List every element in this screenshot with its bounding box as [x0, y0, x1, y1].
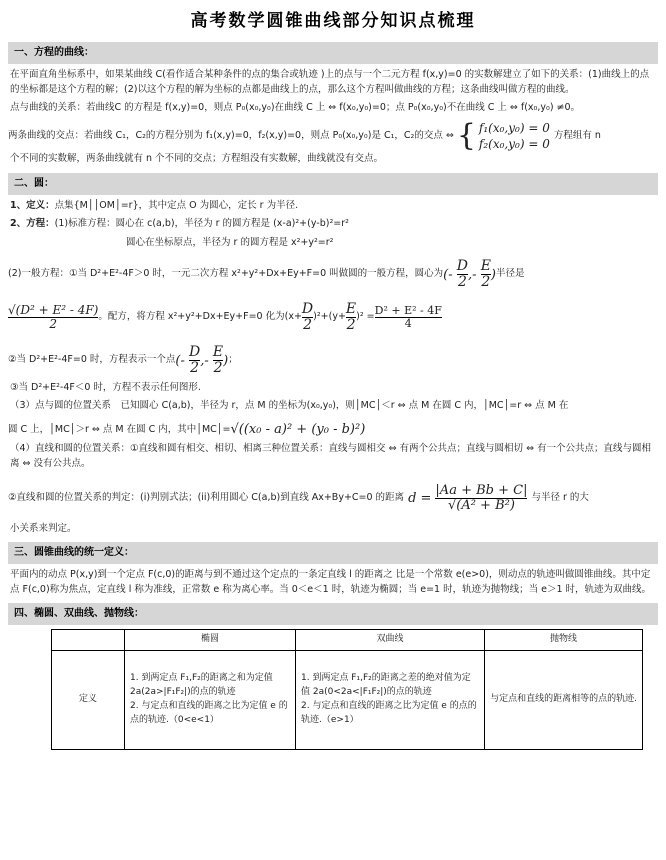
cell-hyperbola-definition: 1. 到两定点 F₁,F₂的距离之差的绝对值为定值 2a(0<2a<|F₁F₂|)的点的轨迹 2. 与定点和直线的距离之比为定值 e 的点的轨迹.（e>1） — [296, 650, 485, 749]
distance-symbol: d = — [408, 490, 432, 506]
table-header-parabola: 抛物线 — [485, 629, 643, 650]
paragraph-curve-definition: 在平面直角坐标系中，如果某曲线 C(看作适合某种条件的点的集合或轨迹 )上的点与一个二元方程 f(x,y)=0 的实数解建立了如下的关系：(1)曲线上的点的坐标都是这个方程的解；(2)以这个方程的解为坐标的点都是曲线上的点，那么这个方程叫做曲线的方程；这条曲线叫做方程的曲线。 — [10, 68, 650, 95]
cell-ellipse-definition: 1. 到两定点 F₁,F₂的距离之和为定值 2a(2a>|F₁F₂|)的点的轨迹 2. 与定点和直线的距离之比为定值 e 的点的轨迹.（0<e<1） — [125, 650, 296, 749]
radius-formula: $\frac{\text{√(D² + E² - 4F)}}{2}$ — [8, 303, 99, 332]
intersection-text-tail: 方程组有 n — [553, 129, 601, 141]
distance-fraction: $\frac{|Aa + Bb + C|}{\text{√(A² + B²)}}$ — [435, 482, 528, 514]
intersection-text: 两条曲线的交点：若曲线 C₁，C₂的方程分别为 f₁(x,y)=0，f₂(x,y)=0，则点 P₀(x₀,y₀)是 C₁，C₂的交点 ⇔ — [8, 129, 454, 141]
radius-rhs: )² = — [356, 311, 375, 323]
unified-definition: 平面内的动点 P(x,y)到一个定点 F(c,0)的距离与到不通过这个定点的一条定直线 l 的距离之 比是一个常数 e(e>0)，则动点的轨迹叫做圆锥曲线。其中定点 F(c,0)称为焦点，定直线 l 称为准线，正常数 e 称为离心率。当 0＜e＜1 时，轨迹为椭圆；当 e=1 时，轨迹为抛物线；当 e＞1 时，轨迹为双曲线。 — [10, 568, 652, 595]
judge-tail-line: 小关系来判定。 — [10, 522, 77, 534]
table-row — [52, 650, 643, 749]
general-equation-row — [8, 255, 658, 295]
conics-table — [51, 629, 643, 750]
judge-row — [8, 476, 658, 522]
general-eq-tail: 半径是 — [496, 268, 525, 280]
intersection-row — [8, 120, 658, 152]
general-eq-text: (2)一般方程：①当 D²+E²-4F＞0 时，一元二次方程 x²+y²+Dx+Ey+F=0 叫做圆的一般方程，圆心为 — [8, 268, 444, 280]
case-2-text: ②当 D²+E²-4F=0 时，方程表示一个点 — [8, 354, 176, 366]
table-header-empty — [52, 629, 125, 650]
paragraph-intersection-cont: 个不同的实数解，两条曲线就有 n 个不同的交点；方程组没有实数解，曲线就没有交点。 — [10, 153, 384, 165]
case-2-tail: ； — [228, 354, 238, 366]
section-heading-unified: 三、圆锥曲线的统一定义： — [8, 542, 658, 564]
system-eq-1: f₁(x₀,y₀) = 0 — [478, 121, 550, 135]
distance-formula: √((x₀ - a)² + (y₀ - b)²) — [230, 422, 366, 438]
radius-row: $\frac{\text{√(D² + E² - 4F)}}{2}$ 。配方，将方程 x²+y²+Dx+Ey+F=0 化为(x+ $\frac{D}{2}$ )²+(y+ $\frac{E}{2}$ )² = $\frac{\text{D² + E² - 4F}}{4}$ — [8, 300, 442, 334]
system-eq-2: f₂(x₀,y₀) = 0 — [478, 137, 550, 152]
page-title: 高考数学圆锥曲线部分知识点梳理 — [190, 11, 476, 31]
judge-text: ②直线和圆的位置关系的判定：(i)判别式法；(ii)利用圆心 C(a,b)到直线 Ax+By+C=0 的距离 — [8, 492, 405, 504]
paragraph-point-curve: 点与曲线的关系：若曲线C 的方程是 f(x,y)=0，则点 P₀(x₀,y₀)在曲线 C 上 ⇔ f(x₀,y₀)=0；点 P₀(x₀,y₀)不在曲线 C 上 ⇔ f(x₀,y₀) ≠0。 — [10, 102, 581, 114]
radius-mid: )²+(y+ — [313, 311, 346, 323]
section-heading-curve-equation: 一、方程的曲线： — [8, 42, 658, 64]
point-circle-position: （3）点与圆的位置关系 已知圆心 C(a,b)，半径为 r，点 M 的坐标为(x₀,y₀)，则│MC│＜r ⇔ 点 M 在圆 C 内，│MC│=r ⇔ 点 M 在 — [10, 400, 569, 412]
table-header-hyperbola: 双曲线 — [296, 629, 485, 650]
section-heading-conics: 四、椭圆、双曲线、抛物线： — [8, 603, 658, 625]
row-label-definition: 定义 — [52, 650, 125, 749]
cell-parabola-definition: 与定点和直线的距离相等的点的轨迹. — [485, 650, 643, 749]
circle-definition: 1、定义：点集{M││OM│=r}，其中定点 O 为圆心，定长 r 为半径. — [10, 199, 299, 211]
table-header-ellipse: 椭圆 — [125, 629, 296, 650]
circle-origin-eq: 圆心在坐标原点，半径为 r 的圆方程是 x²+y²=r² — [126, 237, 334, 249]
distance-row — [8, 418, 658, 442]
case-2-row — [8, 341, 658, 381]
line-circle-position: （4）直线和圆的位置关系：①直线和圆有相交、相切、相离三种位置关系：直线与圆相交 ⇔ 有两个公共点；直线与圆相切 ⇔ 有一个公共点；直线与圆相离 ⇔ 没有公共点。 — [10, 443, 652, 469]
judge-tail: 与半径 r 的大 — [531, 492, 589, 504]
case-3-text: ③当 D²+E²-4F＜0 时，方程不表示任何图形. — [10, 381, 201, 393]
rhs-formula: $\frac{\text{D² + E² - 4F}}{4}$ — [374, 304, 442, 331]
point-formula: (- $\frac{D}{2}$ ,- $\frac{E}{2}$ ) — [175, 343, 229, 377]
table-header-row — [52, 629, 643, 650]
section-heading-circle: 二、圆： — [8, 173, 658, 195]
equation-system — [454, 120, 550, 152]
circle-standard-eq: 2、方程：(1)标准方程：圆心在 c(a,b)，半径为 r 的圆方程是 (x-a)²+(y-b)²=r² — [10, 218, 349, 230]
center-formula: (- $\frac{D}{2}$ ,- $\frac{E}{2}$ ) — [443, 257, 496, 291]
distance-text: 圆 C 上，│MC│＞r ⇔ 点 M 在圆 C 内，其中│MC│= — [8, 423, 231, 435]
radius-text: 。配方，将方程 x²+y²+Dx+Ey+F=0 化为(x+ — [98, 311, 302, 323]
document-page — [8, 0, 658, 750]
brace-icon: { — [456, 118, 476, 154]
